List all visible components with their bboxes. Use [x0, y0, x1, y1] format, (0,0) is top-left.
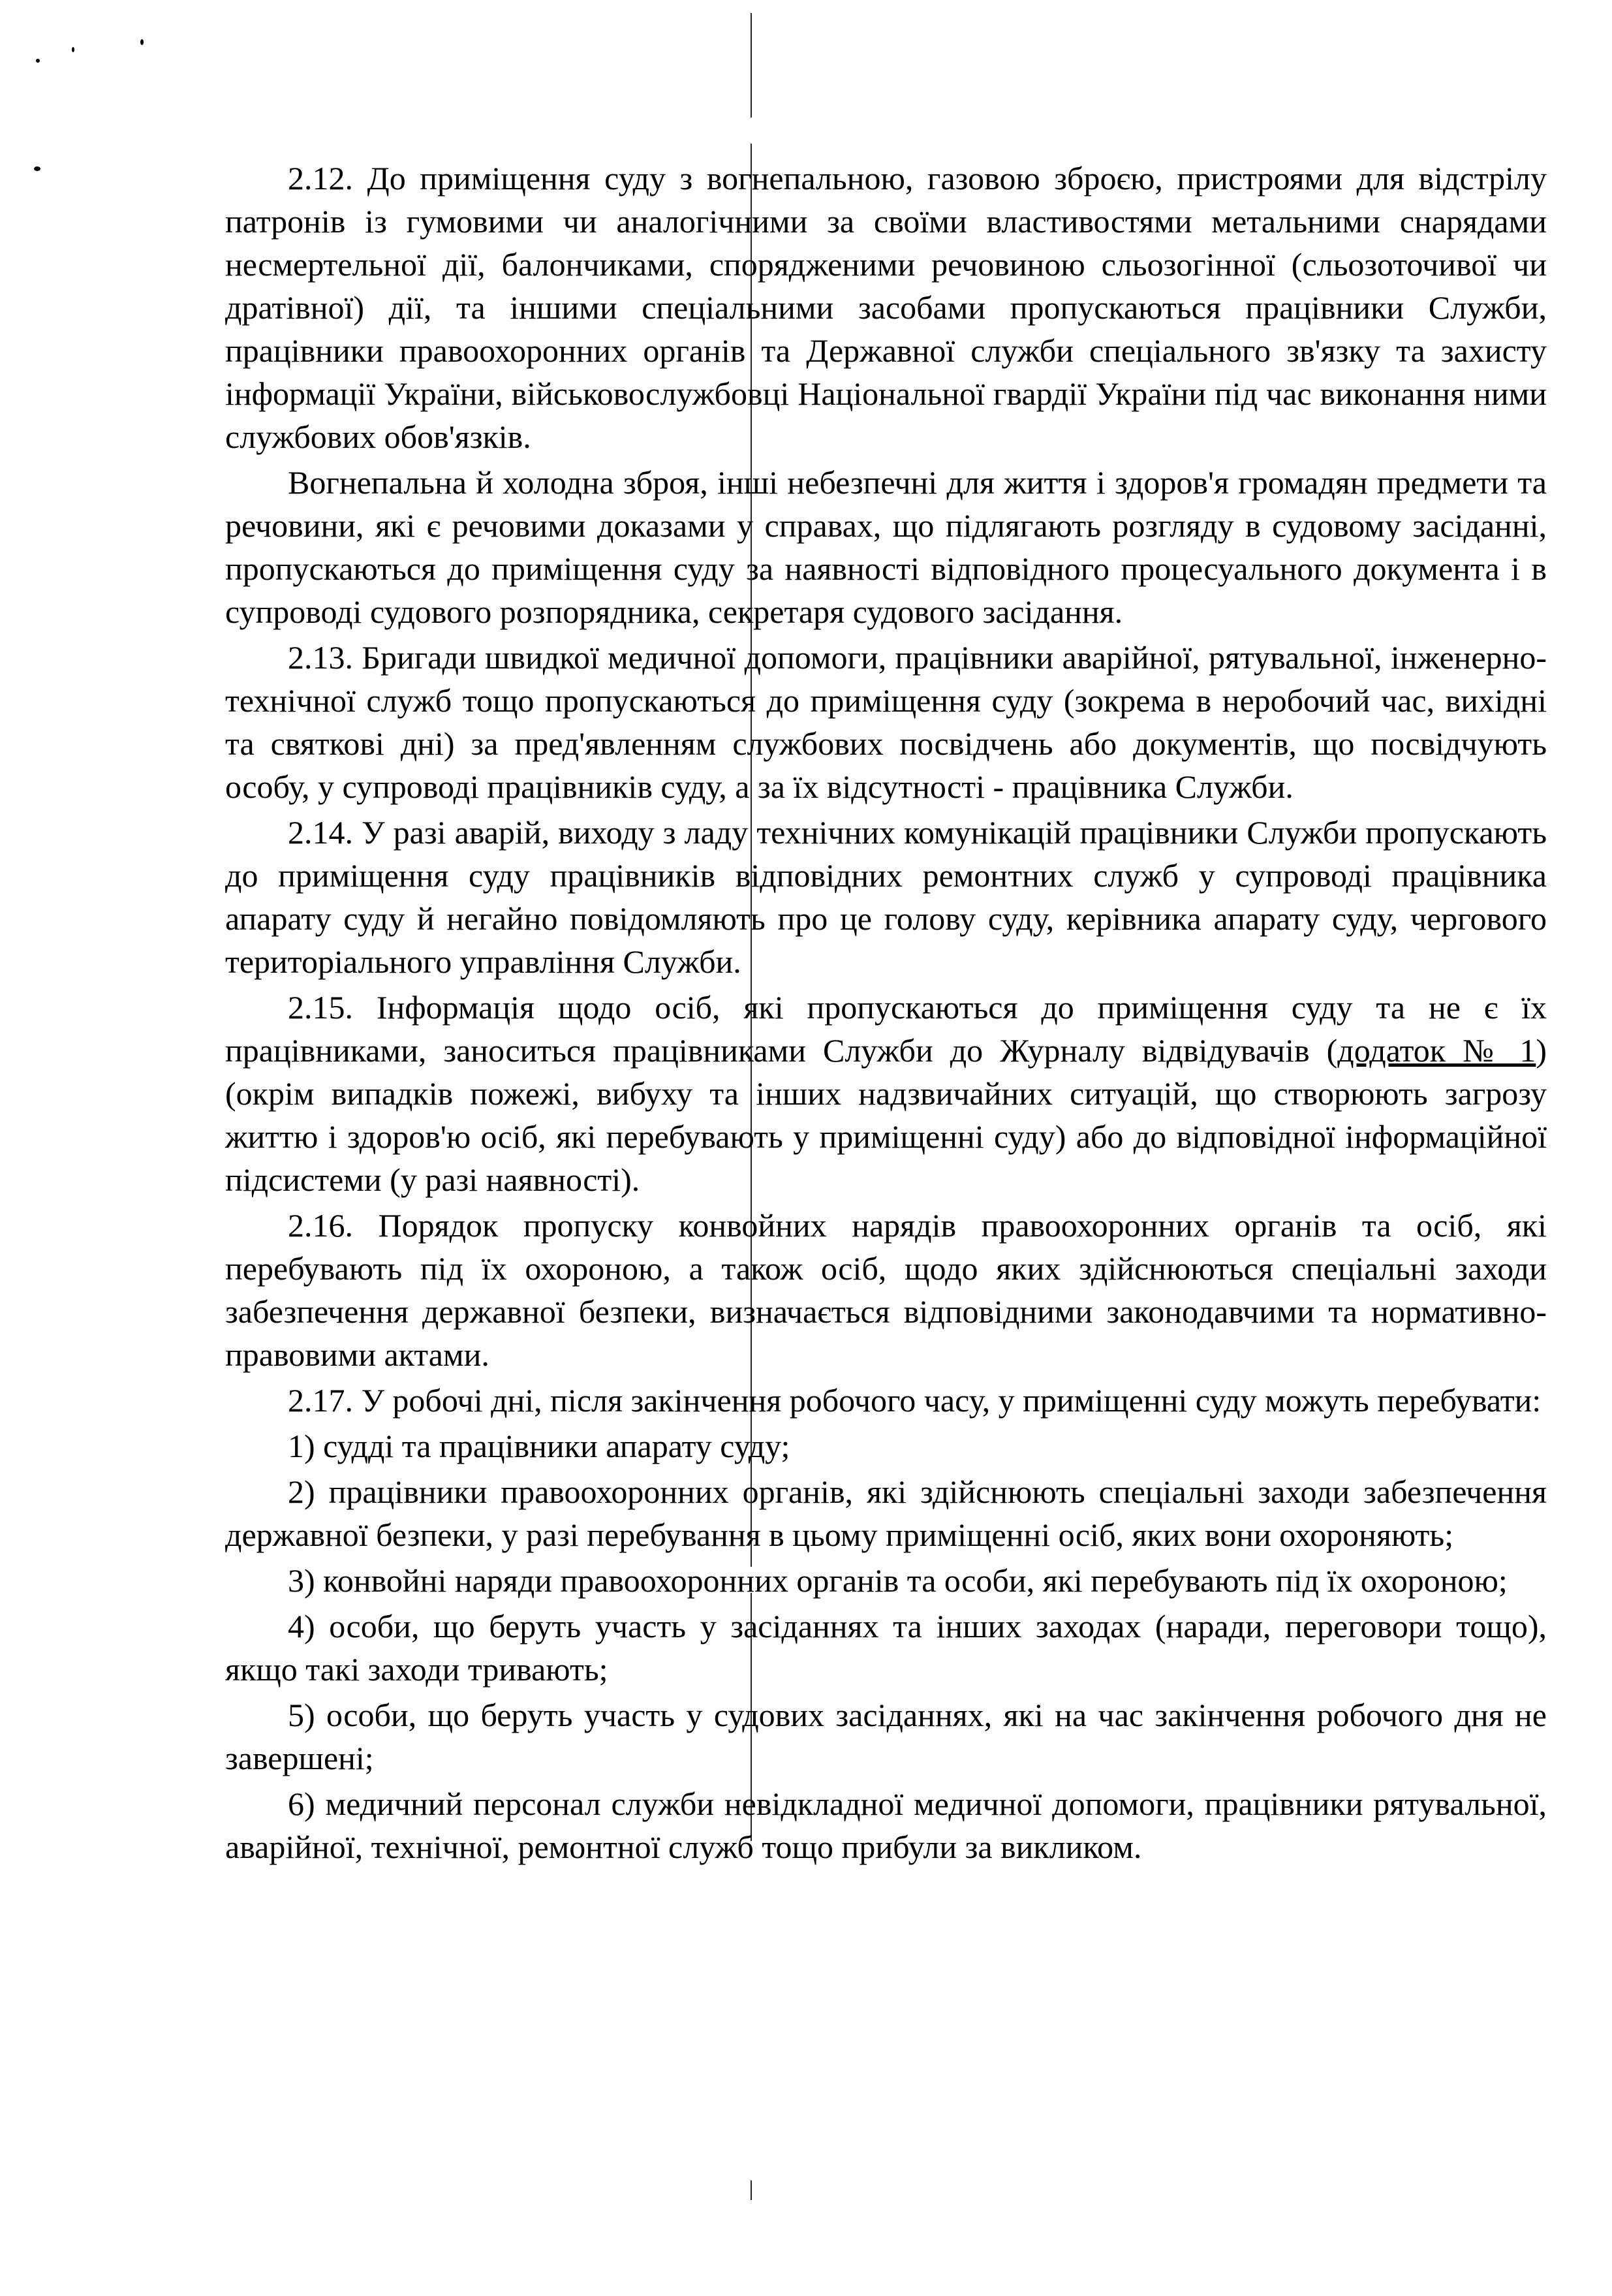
list-item: 2) працівники правоохоронних органів, які здійснюють спеціальні заходи забезпечення державної безпеки, у разі перебування в цьому приміщенні осіб, яких вони охороняють; [225, 1473, 1547, 1553]
paragraph-2-16: 2.16. Порядок пропуску конвойних нарядів правоохоронних органів та осіб, які перебувають під їх охороною, а також осіб, щодо яких здійснюються спеціальні заходи забезпечення державної безпеки, визначається відповідними законодавчими та нормативно-правовими актами. [225, 1207, 1547, 1373]
scan-speck [36, 59, 40, 63]
scan-speck [34, 166, 40, 171]
paragraph-2-12-weapons-evidence: Вогнепальна й холодна зброя, інші небезпечні для життя і здоров'я громадян предмети та речовини, які є речовими доказами у справах, що підлягають розгляду в судовому засіданні, пропускаються до приміщення суду за наявності відповідного процесуального документа і в супроводі судового розпорядника, секретаря судового засідання. [225, 464, 1547, 630]
list-item: 4) особи, що беруть участь у засіданнях та інших заходах (наради, переговори тощо), якщо такі заходи тривають; [225, 1608, 1547, 1688]
list-item: 1) судді та працівники апарату суду; [288, 1428, 790, 1464]
scan-artifact-line [751, 13, 752, 118]
paragraph-2-17: 2.17. У робочі дні, після закінчення робочого часу, у приміщенні суду можуть перебувати: [288, 1382, 1542, 1419]
scan-speck [72, 47, 74, 52]
list-item: 6) медичний персонал служби невідкладної медичної допомоги, працівники рятувальної, аварійної, технічної, ремонтної служб тощо прибули за викликом. [225, 1785, 1547, 1865]
paragraph-2-13: 2.13. Бригади швидкої медичної допомоги, працівники аварійної, рятувальної, інженерно-технічної служб тощо пропускаються до приміщення суду (зокрема в неробочий час, вихідні та святкові дні) за пред'явленням службових посвідчень або документів, що посвідчують особу, у супроводі працівників суду, а за їх відсутності - працівника Служби. [225, 639, 1547, 805]
scan-artifact-line [751, 2180, 752, 2200]
paragraph-2-12: 2.12. До приміщення суду з вогнепальною, газовою зброєю, пристроями для відстрілу патронів із гумовими чи аналогічними за своїми властивостями метальними снарядами несмертельної дії, балончиками, спорядженими речовиною сльозогінної (сльозоточивої чи дратівної) дії, та іншими спеціальними засобами пропускаються працівники Служби, працівники правоохоронних органів та Державної служби спеціального зв'язку та захисту інформації України, військовослужбовці Національної гвардії України під час виконання ними службових обов'язків. [225, 160, 1547, 455]
paragraph-2-15-text-start: 2.15. Інформація щодо осіб, які пропускаються до приміщення суду та не є їх працівниками, заноситься працівниками Служби до Журналу відвідувачів ( [225, 989, 1547, 1069]
scan-speck [140, 39, 144, 45]
paragraph-2-15 [225, 986, 1547, 1201]
document-body [225, 157, 1547, 1868]
paragraph-2-15-text-end: ) (окрім випадків пожежі, вибуху та інших надзвичайних ситуацій, що створюють загрозу життю і здоров'ю осіб, які перебувають у приміщенні суду) або до відповідної інформаційної підсистеми (у разі наявності). [225, 1032, 1547, 1198]
list-item: 5) особи, що беруть участь у судових засіданнях, які на час закінчення робочого дня не завершені; [225, 1697, 1547, 1776]
appendix-1-link[interactable]: додаток № 1 [1337, 1032, 1536, 1069]
paragraph-2-14: 2.14. У разі аварій, виходу з ладу технічних комунікацій працівники Служби пропускають до приміщення суду працівників відповідних ремонтних служб у супроводі працівника апарату суду й негайно повідомляють про це голову суду, керівника апарату суду, чергового територіального управління Служби. [225, 814, 1547, 980]
list-item: 3) конвойні наряди правоохоронних органів та особи, які перебувають під їх охороною; [288, 1562, 1508, 1599]
